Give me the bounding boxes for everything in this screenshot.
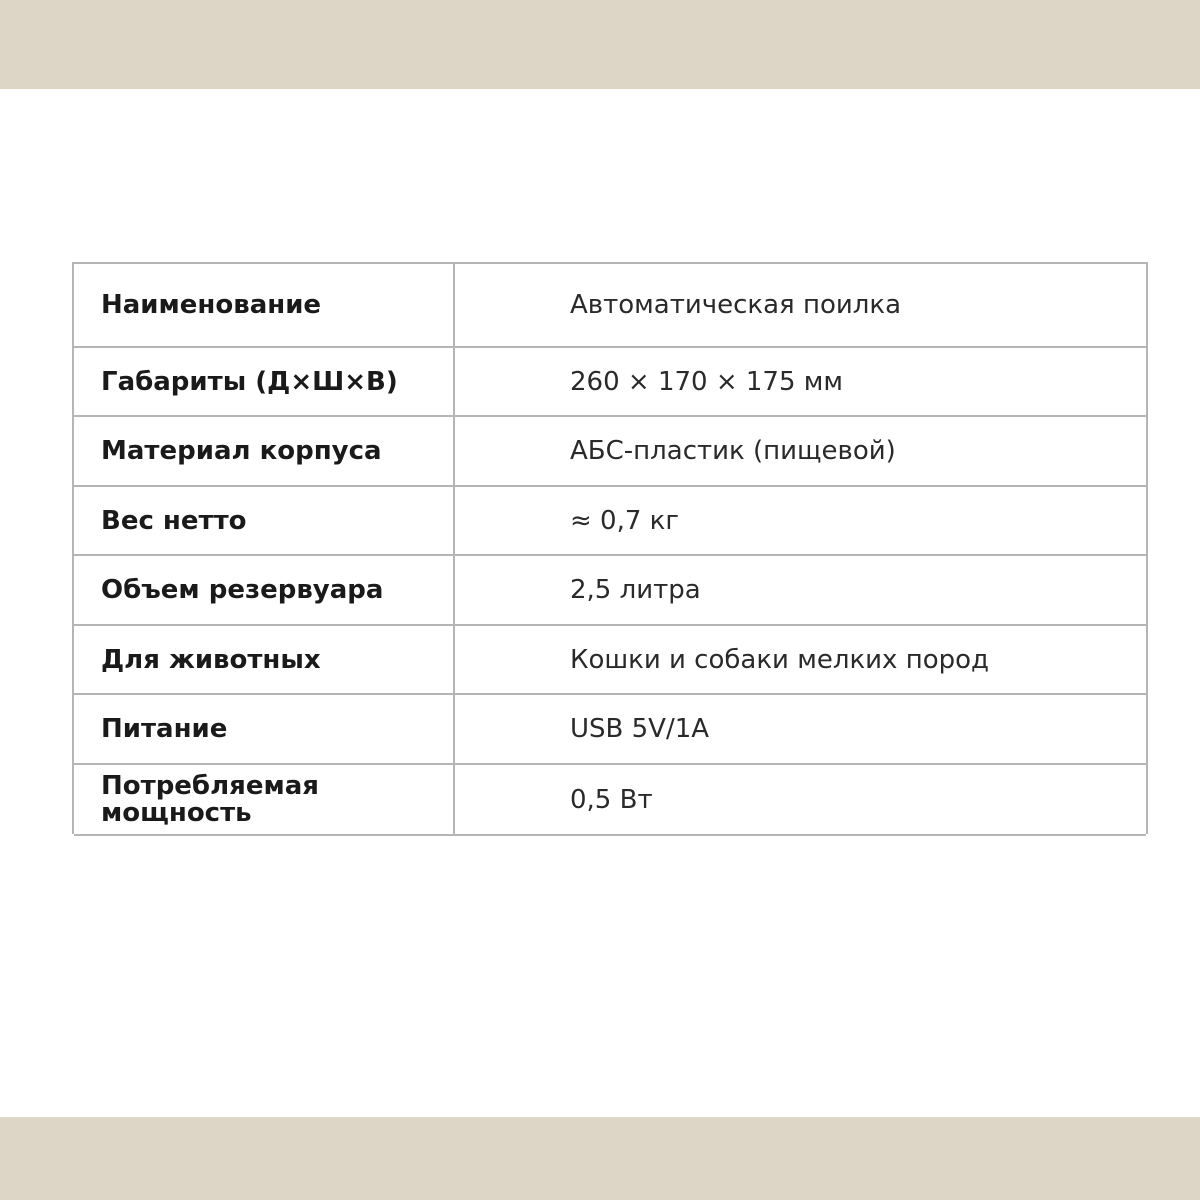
spec-value-name: Автоматическая поилка <box>570 290 902 320</box>
spec-row-power <box>74 695 1146 765</box>
spec-label-power: Питание <box>101 714 228 744</box>
spec-row-material <box>74 417 1146 487</box>
bottom-decorative-band <box>0 1117 1200 1200</box>
spec-value-volume: 2,5 литра <box>570 575 701 605</box>
spec-row-animals <box>74 626 1146 695</box>
spec-label-weight: Вес нетто <box>101 505 247 536</box>
spec-row-volume <box>74 556 1146 626</box>
spec-value-animals: Кошки и собаки мелких пород <box>570 644 989 675</box>
specifications-table <box>72 262 1148 834</box>
spec-row-name <box>74 264 1146 348</box>
spec-value-dimensions: 260 × 170 × 175 мм <box>570 366 843 397</box>
spec-value-consumption: 0,5 Вт <box>570 784 653 815</box>
spec-value-material: АБС-пластик (пищевой) <box>570 436 896 466</box>
spec-label-name: Наименование <box>101 290 322 320</box>
spec-label-material: Материал корпуса <box>101 436 382 466</box>
spec-label-consumption: Потребляемая мощность <box>101 770 319 828</box>
spec-value-weight: ≈ 0,7 кг <box>570 505 680 536</box>
spec-row-weight <box>74 487 1146 556</box>
top-decorative-band <box>0 0 1200 89</box>
spec-row-consumption <box>74 765 1146 836</box>
spec-label-dimensions: Габариты (Д×Ш×В) <box>101 366 398 397</box>
spec-label-animals: Для животных <box>101 644 321 675</box>
spec-value-power: USB 5V/1A <box>570 714 710 744</box>
spec-label-volume: Объем резервуара <box>101 575 384 605</box>
spec-row-dimensions <box>74 348 1146 417</box>
